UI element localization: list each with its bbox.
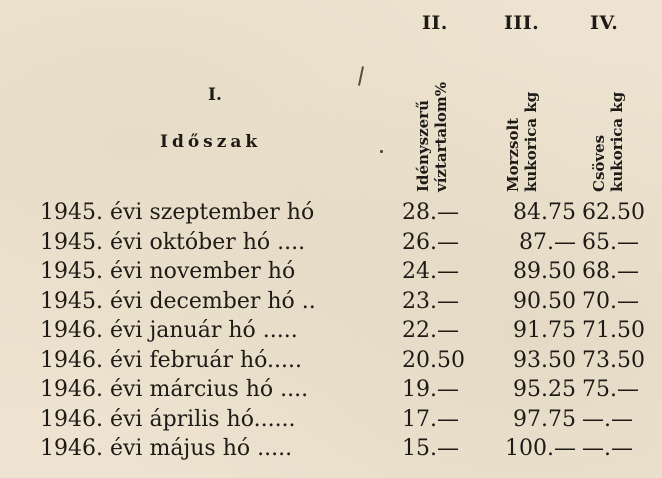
- shelled-corn-cell: 90.50: [513, 288, 576, 314]
- col4-roman-numeral: IV.: [590, 12, 619, 34]
- water-content-cell: 23.—: [402, 288, 459, 314]
- table-row: [0, 405, 662, 435]
- table-row: [0, 346, 662, 376]
- col2-header-line2: víztartalom%: [432, 82, 450, 192]
- period-cell: 1945. évi szeptember hó: [40, 200, 315, 225]
- ink-speck: [380, 150, 383, 153]
- period-cell: 1946. évi március hó ....: [40, 377, 309, 402]
- cob-corn-cell: 71.50: [582, 318, 645, 343]
- cob-corn-cell: 62.50: [582, 200, 645, 225]
- cob-corn-cell: 70.—: [582, 288, 639, 314]
- water-content-cell: 15.—: [402, 436, 459, 461]
- ink-speck: [358, 66, 364, 86]
- col2-header-line1: Idényszerű: [414, 100, 432, 192]
- col4-header-line1: Csöves: [590, 134, 608, 192]
- shelled-corn-cell: 89.50: [513, 259, 576, 284]
- shelled-corn-cell: 87.—: [519, 229, 576, 255]
- cob-corn-cell: 65.—: [582, 229, 639, 255]
- col4-header-line2: kukorica kg: [608, 91, 626, 192]
- period-cell: 1946. évi május hó .....: [40, 436, 293, 461]
- water-content-cell: 20.50: [402, 347, 465, 373]
- col3-header: [504, 92, 540, 192]
- shelled-corn-cell: 97.75: [513, 406, 576, 432]
- table-row: [0, 228, 662, 258]
- col2-roman-numeral: II.: [422, 12, 448, 34]
- table-row: [0, 375, 662, 405]
- water-content-cell: 22.—: [402, 318, 459, 343]
- table-row: [0, 198, 662, 228]
- col3-header-line2: kukorica kg: [522, 91, 540, 192]
- col4-header: [590, 92, 626, 192]
- shelled-corn-cell: 91.75: [513, 318, 576, 343]
- col3-header-line1: Morzsolt: [504, 117, 522, 192]
- col1-roman-numeral: I.: [208, 85, 222, 105]
- water-content-cell: 28.—: [402, 200, 459, 225]
- cob-corn-cell: 75.—: [582, 377, 639, 402]
- table-row: [0, 316, 662, 346]
- water-content-cell: 24.—: [402, 259, 459, 284]
- shelled-corn-cell: 95.25: [513, 377, 576, 402]
- cob-corn-cell: —.—: [582, 406, 633, 432]
- period-cell: 1946. évi április hó......: [40, 406, 296, 432]
- table-row: [0, 257, 662, 287]
- shelled-corn-cell: 93.50: [513, 347, 576, 373]
- cob-corn-cell: 73.50: [582, 347, 645, 373]
- period-cell: 1946. évi február hó.....: [40, 347, 303, 373]
- data-table: [0, 198, 662, 464]
- shelled-corn-cell: 84.75: [513, 200, 576, 225]
- water-content-cell: 26.—: [402, 229, 459, 255]
- cob-corn-cell: —.—: [582, 436, 633, 461]
- cob-corn-cell: 68.—: [582, 259, 639, 284]
- col1-title: Időszak: [160, 132, 262, 152]
- water-content-cell: 17.—: [402, 406, 459, 432]
- period-cell: 1945. évi december hó ..: [40, 288, 316, 314]
- col3-roman-numeral: III.: [504, 12, 540, 34]
- shelled-corn-cell: 100.—: [505, 436, 576, 461]
- period-cell: 1945. évi november hó: [40, 259, 296, 284]
- col2-header: [414, 82, 450, 192]
- period-cell: 1946. évi január hó .....: [40, 318, 298, 343]
- table-row: [0, 434, 662, 464]
- table-row: [0, 287, 662, 317]
- water-content-cell: 19.—: [402, 377, 459, 402]
- period-cell: 1945. évi október hó ....: [40, 229, 306, 255]
